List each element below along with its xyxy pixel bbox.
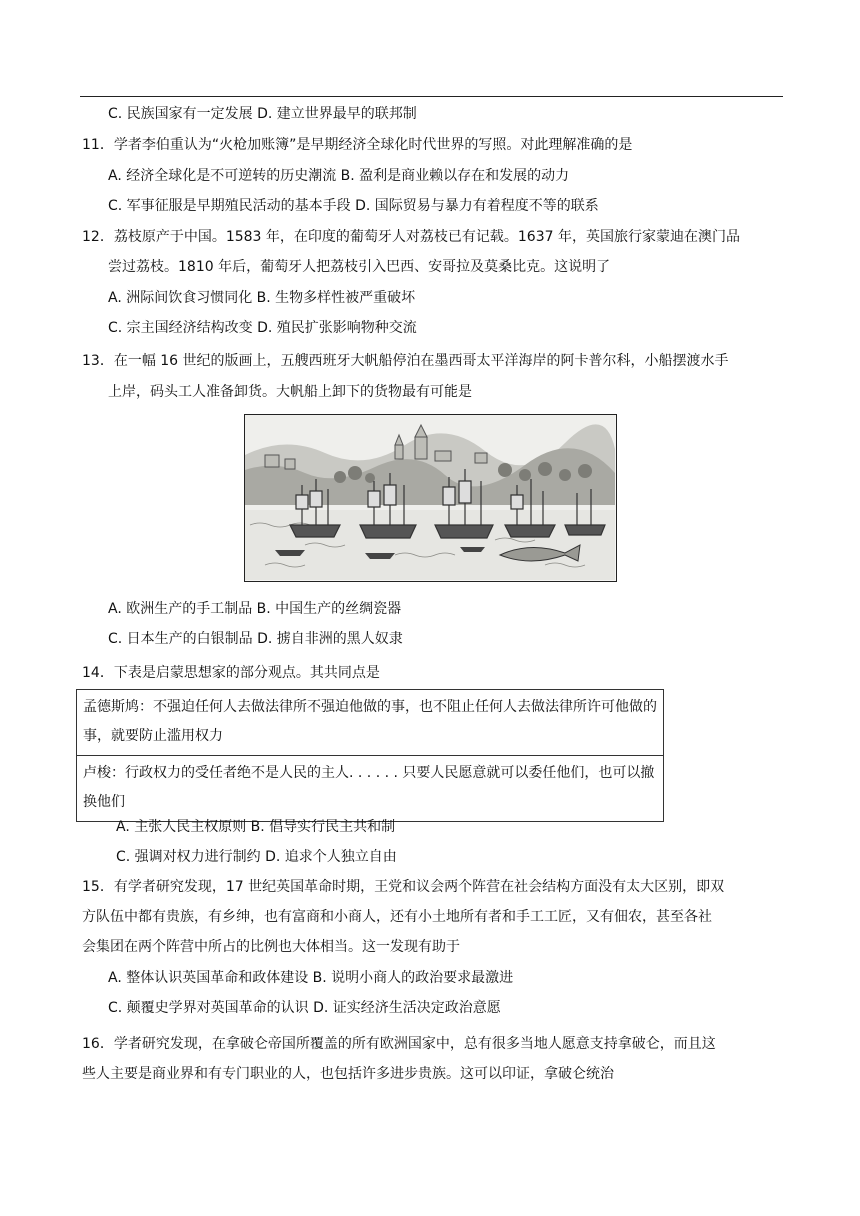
q15-stem-line3: 会集团在两个阵营中所占的比例也大体相当。这一发现有助于 [82, 939, 460, 955]
q15-stem-line1: 15．有学者研究发现，17 世纪英国革命时期，王党和议会两个阵营在社会结构方面没有太大区别，即双 [82, 879, 725, 895]
galleon-engraving-image [244, 414, 617, 582]
q13-stem-line2: 上岸，码头工人准备卸货。大帆船上卸下的货物最有可能是 [108, 384, 472, 400]
q14-stem: 14．下表是启蒙思想家的部分观点。其共同点是 [82, 665, 380, 681]
q15-options-ab[interactable]: A. 整体认识英国革命和政体建设 B. 说明小商人的政治要求最激进 [108, 970, 514, 986]
q10-options-cd[interactable]: C. 民族国家有一定发展 D. 建立世界最早的联邦制 [108, 106, 417, 122]
q13-options-ab[interactable]: A. 欧洲生产的手工制品 B. 中国生产的丝绸瓷器 [108, 601, 402, 617]
q15-stem-line2: 方队伍中都有贵族，有乡绅，也有富商和小商人，还有小土地所有者和手工工匠，又有佃农，甚至各社 [82, 909, 712, 925]
q15-options-cd[interactable]: C. 颠覆史学界对英国革命的认识 D. 证实经济生活决定政治意愿 [108, 1000, 501, 1016]
q12-stem-line1: 12．荔枝原产于中国。1583 年，在印度的葡萄牙人对荔枝已有记载。1637 年，英国旅行家蒙迪在澳门品 [82, 229, 740, 245]
q11-options-ab[interactable]: A. 经济全球化是不可逆转的历史潮流 B. 盈利是商业赖以存在和发展的动力 [108, 168, 570, 184]
q11-stem: 11．学者李伯重认为“火枪加账簿”是早期经济全球化时代世界的写照。对此理解准确的是 [82, 137, 633, 153]
q12-options-cd[interactable]: C. 宗主国经济结构改变 D. 殖民扩张影响物种交流 [108, 320, 417, 336]
enlightenment-quotes-table [76, 689, 664, 822]
q16-stem-line2: 些人主要是商业界和有专门职业的人，也包括许多进步贵族。这可以印证，拿破仑统治 [82, 1066, 614, 1082]
table-row [77, 690, 664, 756]
q16-stem-line1: 16．学者研究发现，在拿破仑帝国所覆盖的所有欧洲国家中，总有很多当地人愿意支持拿破仑，而且这 [82, 1036, 716, 1052]
q11-options-cd[interactable]: C. 军事征服是早期殖民活动的基本手段 D. 国际贸易与暴力有着程度不等的联系 [108, 198, 599, 214]
q12-options-ab[interactable]: A. 洲际间饮食习惯同化 B. 生物多样性被严重破坏 [108, 290, 416, 306]
q13-stem-line1: 13．在一幅 16 世纪的版画上，五艘西班牙大帆船停泊在墨西哥太平洋海岸的阿卡普尔科，小船摆渡水手 [82, 353, 729, 369]
header-rule [80, 96, 783, 97]
montesquieu-quote-cell: 孟德斯鸠：不强迫任何人去做法律所不强迫他做的事，也不阻止任何人去做法律所许可他做的事，就要防止滥用权力 [77, 690, 664, 756]
q12-stem-line2: 尝过荔枝。1810 年后，葡萄牙人把荔枝引入巴西、安哥拉及莫桑比克。这说明了 [108, 259, 611, 275]
q13-options-cd[interactable]: C. 日本生产的白银制品 D. 掳自非洲的黑人奴隶 [108, 631, 403, 647]
rousseau-quote-cell: 卢梭：行政权力的受任者绝不是人民的主人. . . . . . 只要人民愿意就可以委任他们，也可以撤换他们 [77, 756, 664, 822]
q14-options-cd[interactable]: C. 强调对权力进行制约 D. 追求个人独立自由 [116, 849, 397, 865]
table-row [77, 756, 664, 822]
q14-options-ab[interactable]: A. 主张人民主权原则 B. 倡导实行民主共和制 [116, 819, 396, 835]
